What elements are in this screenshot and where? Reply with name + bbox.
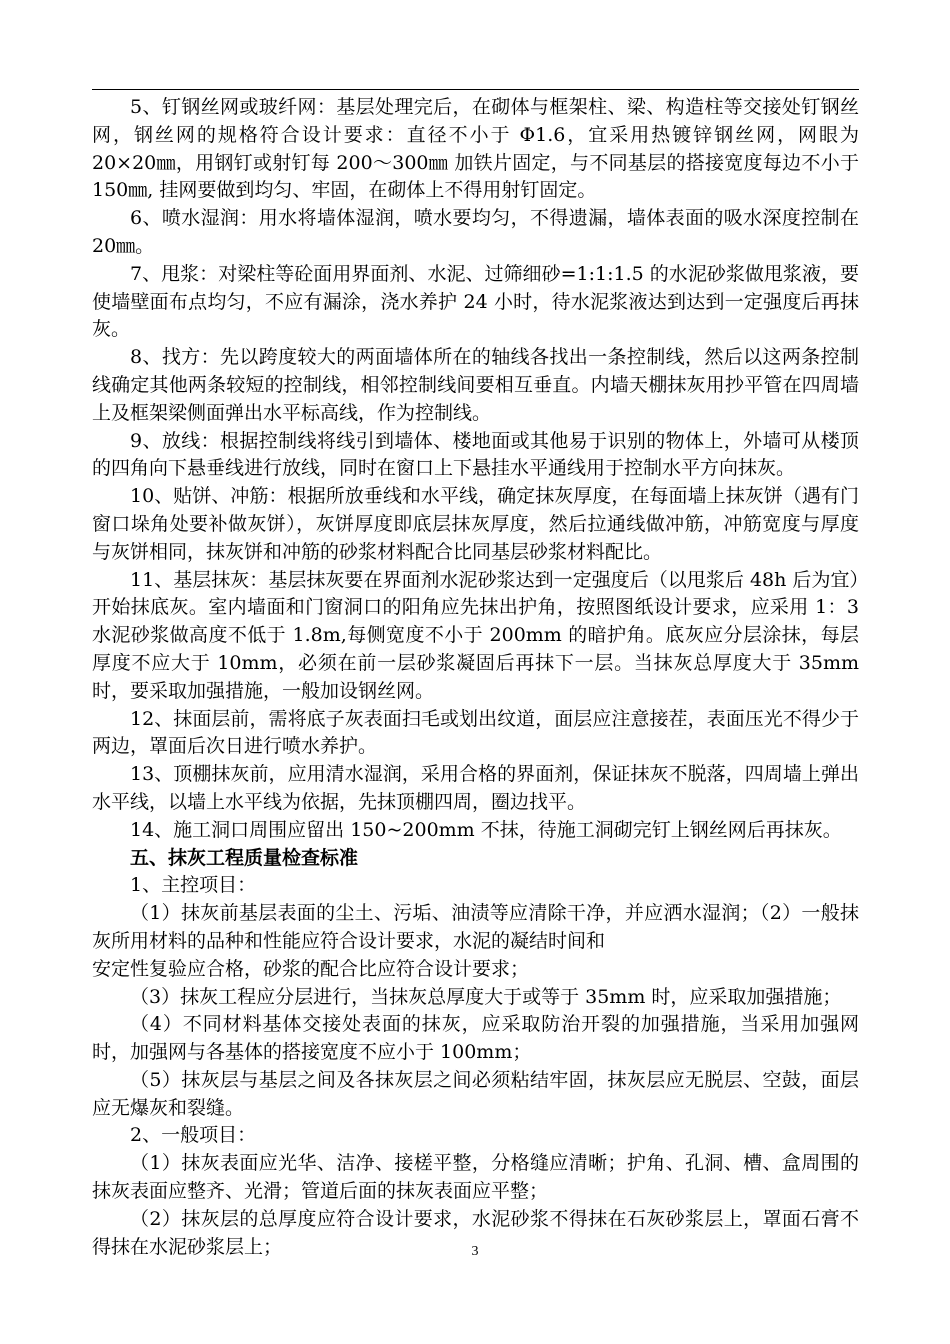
main-items-title: 1、主控项目： bbox=[130, 874, 257, 897]
general-items-title: 2、一般项目： bbox=[130, 1124, 257, 1147]
paragraph-9: 9、放线：根据控制线将线引到墙体、楼地面或其他易于识别的物体上，外墙可从楼顶的四角向下悬垂线进行放线，同时在窗口上下悬挂水平通线用于控制水平方向抹灰。 bbox=[92, 429, 859, 480]
paragraph-5: 5、钉钢丝网或玻纤网：基层处理完后，在砌体与框架柱、梁、构造柱等交接处钉钢丝网，钢丝网的规格符合设计要求：直径不小于 Φ1.6，宜采用热镀锌钢丝网，网眼为 20×20㎜，用钢钉或射钉每 200～300㎜ 加铁片固定，与不同基层的搭接宽度每边不小于 150㎜, 挂网要做到均匀、牢固，在砌体上不得用射钉固定。 bbox=[92, 96, 859, 202]
paragraph-6: 6、喷水湿润：用水将墙体湿润，喷水要均匀，不得遗漏，墙体表面的吸水深度控制在 20㎜。 bbox=[92, 207, 859, 257]
main-item-1-continued: 安定性复验应合格，砂浆的配合比应符合设计要求； bbox=[92, 957, 530, 980]
paragraph-7: 7、甩浆：对梁柱等砼面用界面剂、水泥、过筛细砂=1:1:1.5 的水泥砂浆做甩浆液，要使墙壁面布点均匀，不应有漏涂，浇水养护 24 小时，待水泥浆液达到达到一定强度后再抹灰。 bbox=[92, 262, 859, 341]
main-item-1: （1）抹灰前基层表面的尘土、污垢、油渍等应清除干净，并应洒水湿润；（2）一般抹灰所用材料的品种和性能应符合设计要求，水泥的凝结时间和 bbox=[92, 902, 859, 952]
paragraph-14: 14、施工洞口周围应留出 150~200mm 不抹，待施工洞砌完钉上钢丝网后再抹灰。 bbox=[130, 818, 842, 841]
paragraph-13: 13、顶棚抹灰前，应用清水湿润，采用合格的界面剂，保证抹灰不脱落，四周墙上弹出水平线，以墙上水平线为依据，先抹顶棚四周，圈边找平。 bbox=[92, 763, 859, 813]
section-title: 五、抹灰工程质量检查标准 bbox=[130, 846, 359, 869]
main-item-4: （4）不同材料基体交接处表面的抹灰，应采取防治开裂的加强措施，当采用加强网时，加强网与各基体的搭接宽度不应小于 100mm； bbox=[92, 1013, 859, 1064]
general-item-1: （1）抹灰表面应光华、洁净、接槎平整，分格缝应清晰；护角、孔洞、槽、盒周围的抹灰表面应整齐、光滑；管道后面的抹灰表面应平整； bbox=[92, 1152, 859, 1203]
paragraph-10: 10、贴饼、冲筋：根据所放垂线和水平线，确定抹灰厚度，在每面墙上抹灰饼（遇有门窗口垛角处要补做灰饼），灰饼厚度即底层抹灰厚度，然后拉通线做冲筋，冲筋宽度与厚度与灰饼相同，抹灰饼和冲筋的砂浆材料配合比同基层砂浆材料配比。 bbox=[92, 485, 859, 563]
general-item-2: （2）抹灰层的总厚度应符合设计要求，水泥砂浆不得抹在石灰砂浆层上，罩面石膏不得抹在水泥砂浆层上； bbox=[92, 1207, 859, 1258]
main-item-5: （5）抹灰层与基层之间及各抹灰层之间必须粘结牢固，抹灰层应无脱层、空鼓，面层应无爆灰和裂缝。 bbox=[92, 1068, 859, 1119]
paragraph-8: 8、找方：先以跨度较大的两面墙体所在的轴线各找出一条控制线，然后以这两条控制线确定其他两条较短的控制线，相邻控制线间要相互垂直。内墙天棚抹灰用抄平管在四周墙上及框架梁侧面弹出水平标高线，作为控制线。 bbox=[92, 346, 859, 424]
paragraph-12: 12、抹面层前，需将底子灰表面扫毛或划出纹道，面层应注意接茬，表面压光不得少于两边，罩面后次日进行喷水养护。 bbox=[92, 707, 859, 758]
document-body bbox=[92, 94, 859, 1261]
main-item-3: （3）抹灰工程应分层进行，当抹灰总厚度大于或等于 35mm 时，应采取加强措施； bbox=[130, 985, 842, 1008]
paragraph-11: 11、基层抹灰：基层抹灰要在界面剂水泥砂浆达到一定强度后（以甩浆后 48h 后为宜）开始抹底灰。室内墙面和门窗洞口的阳角应先抹出护角，按照图纸设计要求，应采用 1：3 水泥砂浆做高度不低于 1.8m,每侧宽度不小于 200mm 的暗护角。底灰应分层涂抹，每层厚度不应大于 10mm，必须在前一层砂浆凝固后再抹下一层。当抹灰总厚度大于 35mm 时，要采取加强措施，一般加设钢丝网。 bbox=[92, 568, 859, 702]
page-number: 3 bbox=[471, 1244, 479, 1259]
header-rule bbox=[92, 89, 859, 90]
